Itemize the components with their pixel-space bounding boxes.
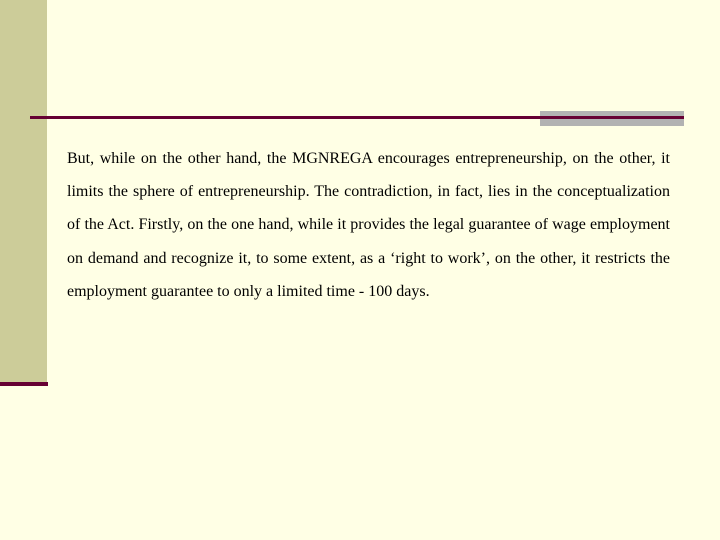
slide-body-text: But, while on the other hand, the MGNREGA encourages entrepreneurship, on the other, it limits the sphere of entrepreneurship. The contradiction, in fact, lies in the conceptualization of the Act. Firstly, on the one hand, while it provides the legal guarantee of wage employment on demand and recognize it, to some extent, as a ‘right to work’, on the other, it restricts the employment guarantee to only a limited time - 100 days. bbox=[67, 150, 670, 300]
left-bar-bottom-accent bbox=[0, 382, 48, 386]
title-divider-line-overlay bbox=[540, 116, 684, 119]
left-decorative-bar bbox=[0, 0, 47, 382]
